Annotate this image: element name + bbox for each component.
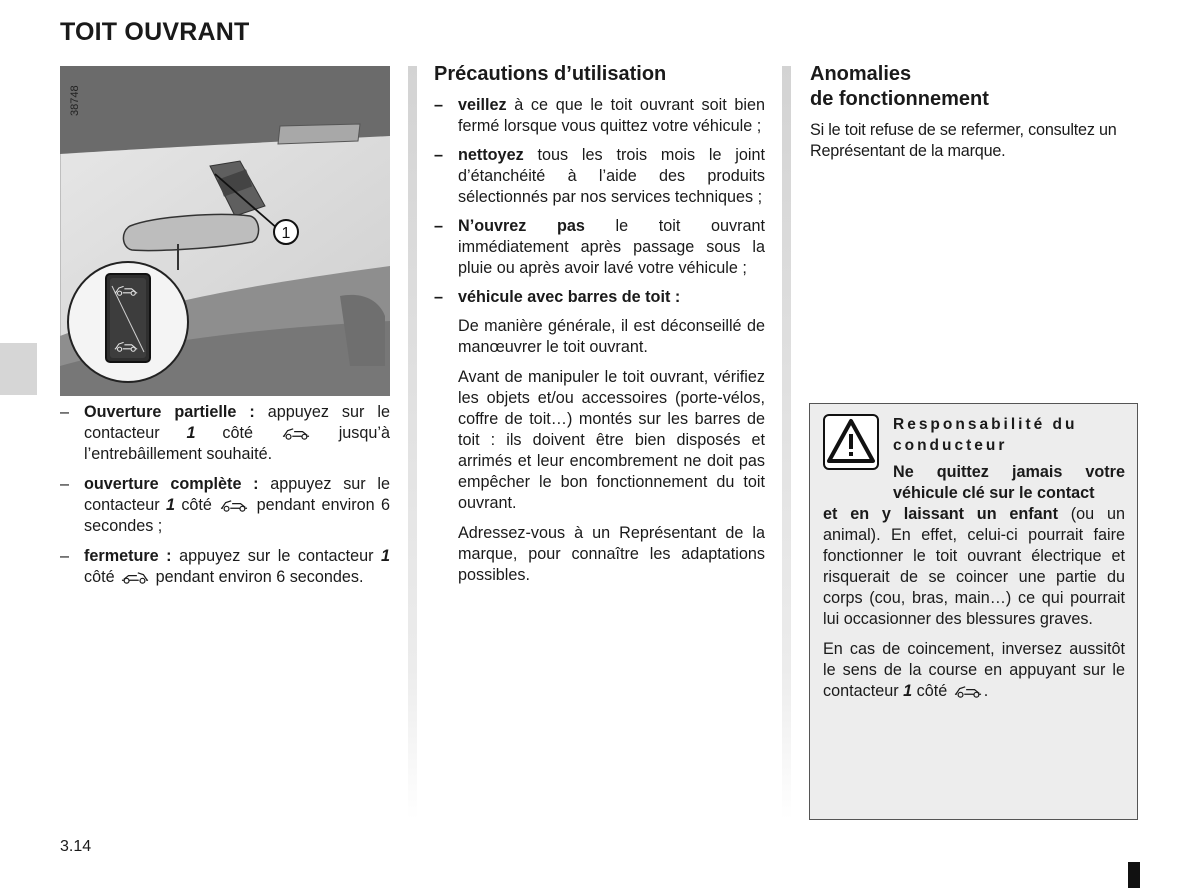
- roof-open-icon: [220, 498, 248, 512]
- list-item: – veillez à ce que le toit ouvrant soit bien fermé lorsque vous quittez votre véhicule ;: [434, 96, 765, 135]
- roof-open-icon: [282, 426, 310, 440]
- paragraph: Avant de manipuler le toit ouvrant, vérifiez les objets et/ou accessoires (porte-vélos, coffre de toit…) montés sur les barres de toit : ils doivent être bien disposés et arrimés et leur encombrement ne doit pas empêcher le bon fonctionnement du toit ouvrant.: [458, 368, 765, 512]
- column-2: [434, 62, 765, 595]
- car-interior-drawing: [60, 66, 390, 396]
- page-edge-marker: [1128, 862, 1140, 888]
- column-1: [60, 402, 390, 597]
- warning-title: Responsabilité du conducteur: [893, 416, 1078, 454]
- list-item: – Ouverture partielle : appuyez sur le contacteur 1 côté jusqu’à l’entrebâillement souhaité.: [60, 403, 390, 463]
- paragraph: Si le toit refuse de se refermer, consultez un Représentant de la marque.: [810, 121, 1117, 160]
- list-item: – ouverture complète : appuyez sur le contacteur 1 côté pendant environ 6 secondes ;: [60, 475, 390, 535]
- warning-paragraph: En cas de coincement, inversez aussitôt le sens de la course en appuyant sur le contacteur 1 côté .: [823, 640, 1125, 700]
- paragraph: De manière générale, il est déconseillé de manœuvrer le toit ouvrant.: [458, 317, 765, 356]
- column-3: [810, 62, 1142, 162]
- list-item: – véhicule avec barres de toit :: [434, 288, 681, 306]
- section-heading: Précautions d’utilisation: [434, 63, 667, 85]
- list-item: – nettoyez tous les trois mois le joint d’étanchéité à l’aide des produits sélectionnés par nos services techniques ;: [434, 146, 765, 206]
- paragraph: Adressez-vous à un Représentant de la marque, pour connaître les adaptations possibles.: [458, 524, 765, 584]
- warning-box: [809, 403, 1138, 820]
- list-item: – N’ouvrez pas le toit ouvrant immédiatement après passage sous la pluie ou après avoir lavé votre véhicule ;: [434, 217, 765, 277]
- page-title: TOIT OUVRANT: [60, 18, 250, 46]
- page-number: 3.14: [60, 838, 92, 855]
- chapter-tab: [0, 343, 37, 395]
- roof-close-icon: [121, 570, 149, 584]
- list-item: – fermeture : appuyez sur le contacteur 1 côté pendant environ 6 secondes.: [60, 547, 390, 586]
- callout-number: 1: [281, 225, 291, 242]
- section-heading: Anomalies de fonctionnement: [810, 63, 989, 110]
- warning-lead-continuation: et en y laissant un enfant: [823, 505, 1058, 523]
- sunroof-illustration: [60, 66, 390, 396]
- roof-open-icon: [954, 684, 982, 698]
- svg-text:38748: 38748: [69, 85, 81, 116]
- column-divider: [782, 66, 791, 820]
- warning-paragraph: Ne quittez jamais votre véhicule clé sur le contact et en y laissant un enfant (ou un animal). En effet, celui-ci pourrait faire fonctionner le toit ouvrant électrique et risquerait de se coincer une partie du corps (cou, bras, main…) ce qui pourrait lui occasionner des blessures graves.: [823, 463, 1125, 628]
- column-divider: [408, 66, 417, 820]
- image-reference-number: [66, 70, 82, 118]
